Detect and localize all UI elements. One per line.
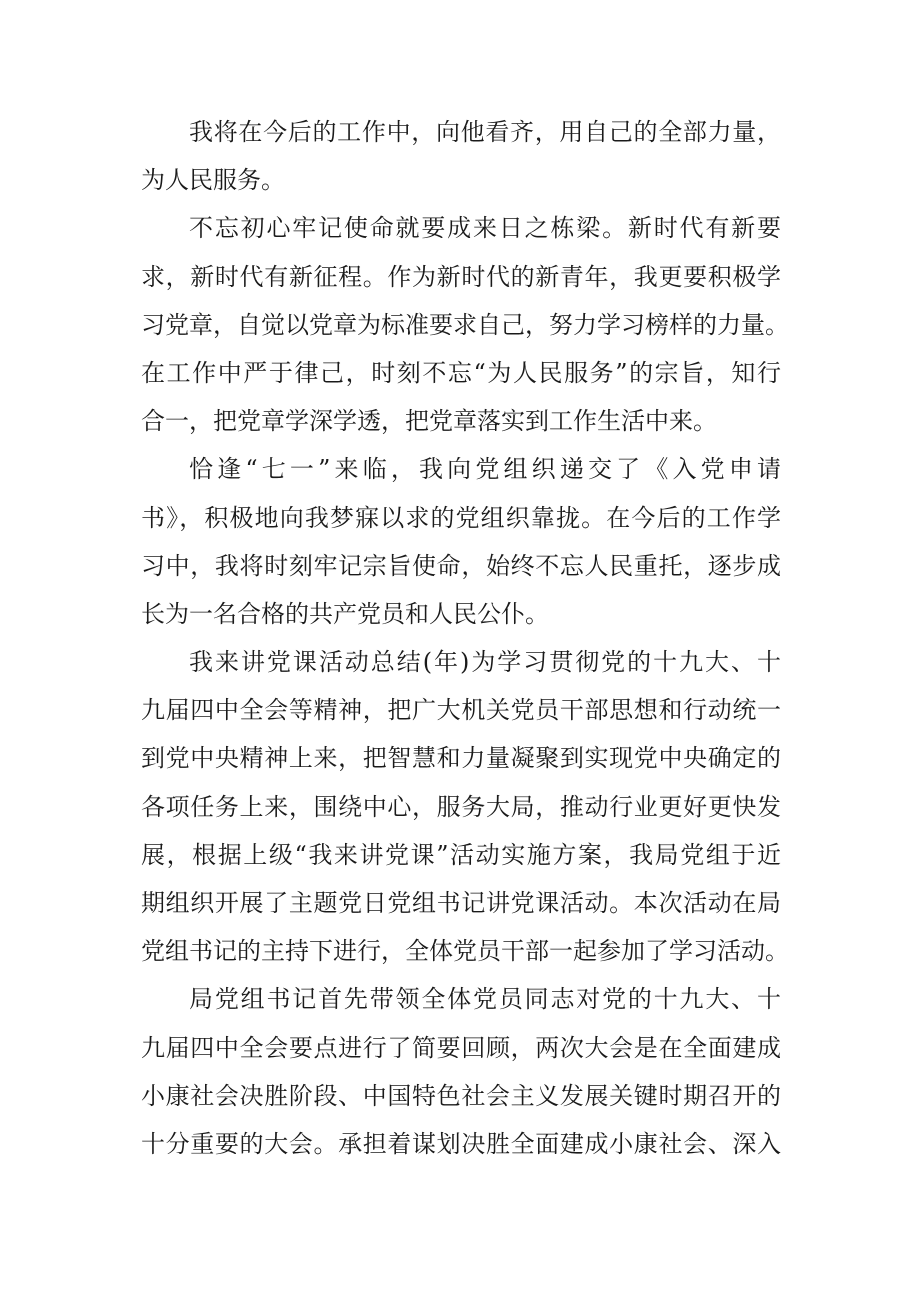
paragraph-4-line-1: 我来讲党课活动总结(年)为学习贯彻党的十九大、十 (189, 648, 781, 677)
paragraph-1-line-1: 我将在今后的工作中，向他看齐，用自己的全部力量， (189, 118, 781, 146)
document-body (141, 108, 789, 1168)
paragraph-4-line-5: 展，根据上级“我来讲党课”活动实施方案，我局党组于近 (141, 840, 781, 869)
paragraph-3-line-4: 长为一名合格的共产党员和人民公仆。 (141, 599, 549, 628)
paragraph-4-line-4: 各项任务上来，围绕中心，服务大局，推动行业更好更快发 (141, 792, 781, 821)
paragraph-5-line-1: 局党组书记首先带领全体党员同志对党的十九大、十 (189, 985, 781, 1014)
paragraph-3-line-1: 恰逢“七一”来临，我向党组织递交了《入党申请 (189, 455, 781, 484)
paragraph-5-line-3: 小康社会决胜阶段、中国特色社会主义发展关键时期召开的 (141, 1081, 781, 1110)
paragraph-4-line-2: 九届四中全会等精神，把广大机关党员干部思想和行动统一 (141, 696, 781, 725)
paragraph-3-line-3: 习中，我将时刻牢记宗旨使命，始终不忘人民重托，逐步成 (141, 551, 781, 580)
paragraph-2-line-2: 求，新时代有新征程。作为新时代的新青年，我更要积极学 (141, 262, 781, 291)
paragraph-4-line-6: 期组织开展了主题党日党组书记讲党课活动。本次活动在局 (141, 889, 781, 917)
paragraph-4-line-3: 到党中央精神上来，把智慧和力量凝聚到实现党中央确定的 (141, 744, 781, 773)
paragraph-2-line-3: 习党章，自觉以党章为标准要求自己，努力学习榜样的力量。 (141, 310, 789, 339)
paragraph-3-line-2: 书》，积极地向我梦寐以求的党组织靠拢。在今后的工作学 (141, 503, 781, 532)
paragraph-5-line-4: 十分重要的大会。承担着谋划决胜全面建成小康社会、深入 (141, 1129, 781, 1158)
paragraph-1-line-2: 为人民服务。 (141, 166, 285, 195)
paragraph-2-line-5: 合一，把党章学深学透，把党章落实到工作生活中来。 (141, 407, 717, 436)
paragraph-5-line-2: 九届四中全会要点进行了简要回顾，两次大会是在全面建成 (141, 1033, 781, 1062)
paragraph-2-line-1: 不忘初心牢记使命就要成来日之栋梁。新时代有新要 (189, 214, 781, 243)
paragraph-4-line-7: 党组书记的主持下进行，全体党员干部一起参加了学习活动。 (141, 937, 789, 966)
paragraph-2-line-4: 在工作中严于律己，时刻不忘“为人民服务”的宗旨，知行 (141, 358, 781, 387)
